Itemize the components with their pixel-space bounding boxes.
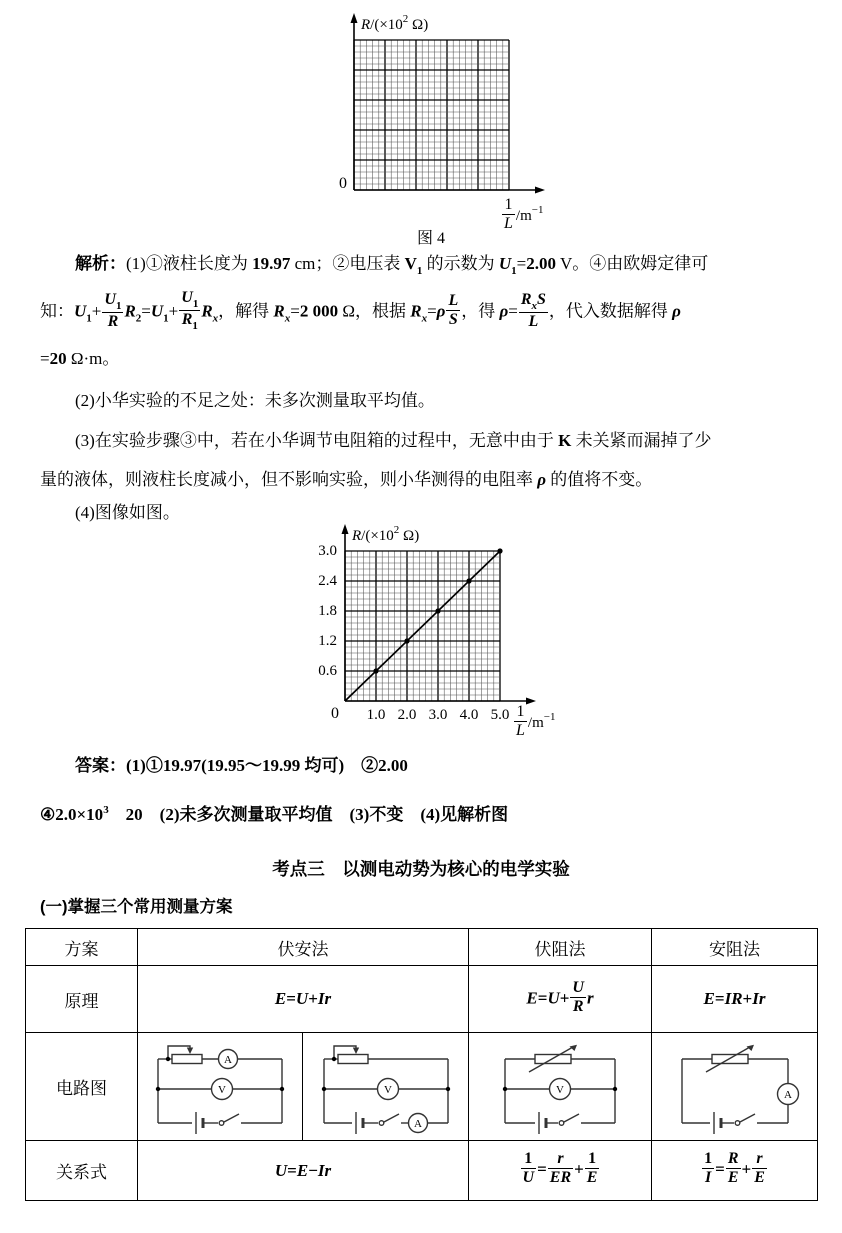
section-subheading: (一)掌握三个常用测量方案 — [40, 898, 233, 916]
row-label-relation: 关系式 — [26, 1141, 138, 1201]
header-ampere-resistance-method: 安阻法 — [652, 929, 818, 966]
answer-line-1: 答案：(1)①19.97(19.95～19.99 均可) ②2.00 — [75, 756, 408, 775]
solution-line-7: (4)图像如图。 — [75, 503, 180, 522]
table-header-row — [26, 929, 818, 966]
volt-ampere-circuit-1-diagram — [142, 1039, 298, 1135]
ammeter-label: A — [783, 1088, 792, 1101]
principle-ampere-resistance-formula: E=IR+Ir — [652, 966, 818, 1033]
solution-line-4: (2)小华实验的不足之处：未多次测量取平均值。 — [75, 391, 435, 410]
ammeter-label: A — [224, 1053, 232, 1066]
slider-arrow — [187, 1047, 193, 1054]
circuit-volt-resistance-cell — [469, 1033, 652, 1141]
y-tick-label: 1.8 — [318, 603, 337, 619]
solution-line-1: 解析：(1)①液柱长度为 19.97 cm；②电压表 $V_1$ 的示数为 $U_1=2.00$ V。④由欧姆定律可 — [75, 254, 709, 277]
answer-chart-x-axis-label: $\frac{1}{L}$ $/m^{-1}$ — [516, 703, 556, 739]
row-label-principle: 原理 — [26, 966, 138, 1033]
x-tick-label: 4.0 — [459, 707, 479, 723]
ammeter-label: A — [413, 1117, 422, 1130]
header-volt-resistance-method: 伏阻法 — [469, 929, 652, 966]
row-label-circuit: 电路图 — [26, 1033, 138, 1141]
table-relation-row — [26, 1141, 818, 1201]
header-scheme: 方案 — [26, 929, 138, 966]
answer-line-2: $④2.0\times 10^3$ 20 (2)未多次测量取平均值 (3)不变 (4)见解析图 — [40, 804, 509, 824]
circuit-volt-ampere-2-cell — [303, 1033, 469, 1141]
slider-arrow — [352, 1047, 358, 1054]
y-tick-label: 1.2 — [318, 633, 337, 649]
y-tick-label: 2.4 — [318, 573, 337, 589]
solution-line-6: 量的液体，则液柱长度减小，但不影响实验，则小华测得的电阻率 ρ 的值将不变。 — [40, 470, 653, 489]
table-circuit-row — [26, 1033, 818, 1141]
answer-line-chart — [295, 521, 585, 746]
x-tick-label: 3.0 — [428, 707, 448, 723]
solution-line-5: (3)在实验步骤③中，若在小华调节电阻箱的过程中，无意中由于 K 未关紧而漏掉了少 — [75, 431, 712, 450]
circuit-volt-ampere-1-cell — [138, 1033, 303, 1141]
figure4-x-axis-label: $\frac{1}{L}$ $/m^{-1}$ — [504, 196, 544, 232]
principle-volt-ampere-formula: E=U+Ir — [138, 966, 469, 1033]
solution-line-2: 知：$U_1+$ $\frac{U_1}{R}$ $R_2=U_1+$ $\frac{U_1}{R_1}$ $R_x$，解得 $R_x=2$ 000 Ω，根据 $R_x=\rho$ $\frac{L}{S}$ ，得 ρ= $\frac{R_xS}{L}$ ，代入数据解得 ρ — [40, 289, 681, 333]
volt-resistance-circuit-diagram — [485, 1039, 635, 1135]
section-heading: 考点三 以测电动势为核心的电学实验 — [272, 859, 570, 879]
relation-ampere-resistance-formula: $\frac{1}{I}$ = $\frac{R}{E}$ + $\frac{r}{E}$ — [652, 1141, 818, 1201]
voltmeter-label: V — [383, 1083, 392, 1096]
x-tick-label: 5.0 — [490, 707, 510, 723]
y-tick-label: 0.6 — [318, 663, 337, 679]
measurement-schemes-table — [25, 928, 818, 1201]
ampere-resistance-circuit-diagram — [660, 1039, 810, 1135]
x-tick-label: 2.0 — [397, 707, 417, 723]
origin-label: 0 — [339, 175, 347, 192]
voltmeter-label: V — [556, 1083, 564, 1096]
origin-label: 0 — [331, 705, 339, 722]
solution-line-3: =20 Ω·m。 — [40, 349, 120, 368]
header-volt-ampere-method: 伏安法 — [138, 929, 469, 966]
answer-chart-y-axis-label: $R/(\times 10^2$ Ω) — [352, 524, 420, 544]
x-tick-label: 1.0 — [366, 707, 386, 723]
table-principle-row — [26, 966, 818, 1033]
y-tick-label: 3.0 — [318, 543, 337, 559]
voltmeter-label: V — [218, 1083, 226, 1096]
circuit-ampere-resistance-cell — [652, 1033, 818, 1141]
relation-volt-ampere-formula: U=E−Ir — [138, 1141, 469, 1201]
figure4-y-axis-label: $R/(\times 10^2$ Ω) — [361, 13, 429, 33]
relation-volt-resistance-formula: $\frac{1}{U}$ = $\frac{r}{ER}$ + $\frac{1}{E}$ — [469, 1141, 652, 1201]
figure4-caption: 图 4 — [416, 230, 445, 247]
figure4-grid-chart — [304, 10, 584, 255]
volt-ampere-circuit-2-diagram — [308, 1039, 464, 1135]
principle-volt-resistance-formula: E=U+ $\frac{U}{R}$ r — [469, 966, 652, 1033]
